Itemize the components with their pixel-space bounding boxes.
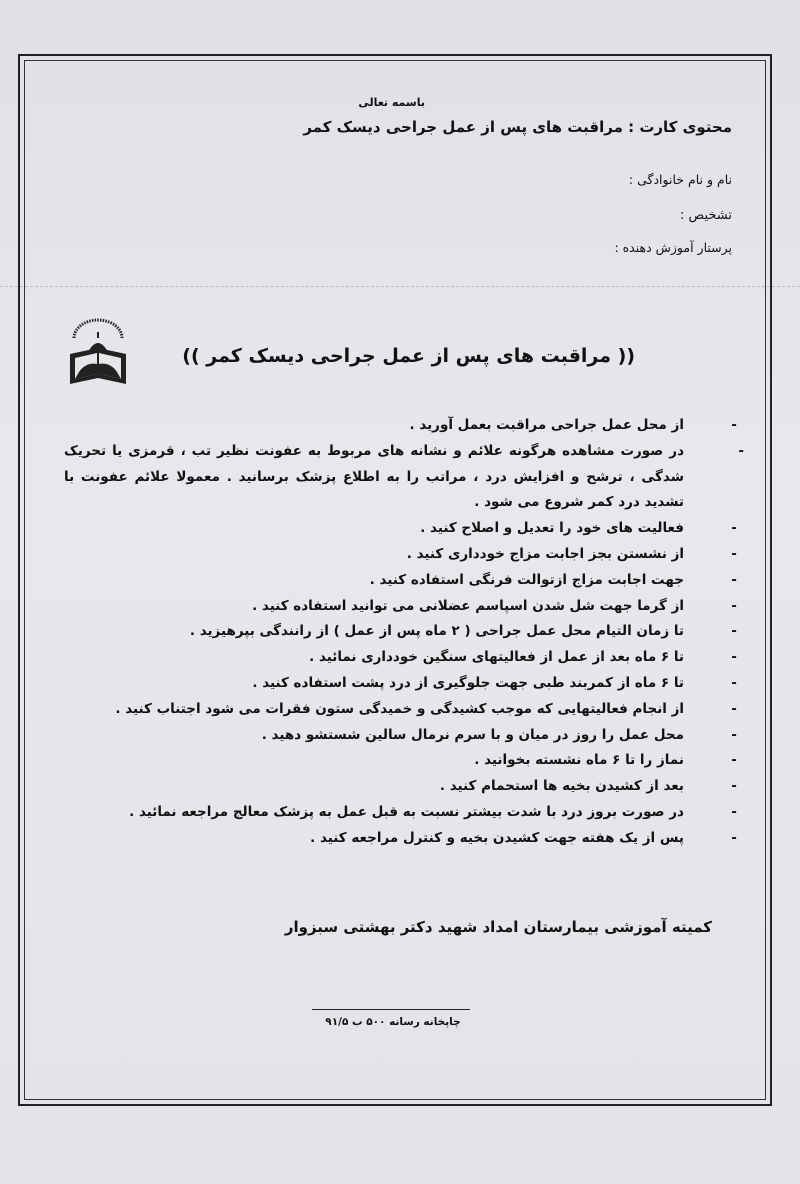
instruction-text: در صورت بروز درد با شدت بیشتر نسبت به قبل عمل به پزشک معالج مراجعه نمائید . xyxy=(129,803,684,820)
list-marker: - xyxy=(731,829,737,846)
instruction-text: بعد از کشیدن بخیه ها استحمام کنید . xyxy=(439,778,684,795)
list-marker: - xyxy=(731,726,737,743)
list-marker: - xyxy=(731,571,737,588)
instruction-text: از انجام فعالیتهایی که موجب کشیدگی و خمیدگی ستون فقرات می شود اجتناب کنید . xyxy=(115,700,684,717)
list-item xyxy=(64,645,744,671)
instruction-text: از نشستن بجز اجابت مزاج خودداری کنید . xyxy=(406,545,684,562)
list-marker: - xyxy=(731,700,737,717)
list-marker: - xyxy=(731,597,737,614)
instruction-text: نماز را تا ۶ ماه نشسته بخوانید . xyxy=(474,752,684,769)
instruction-text: از محل عمل جراحی مراقبت بعمل آورید . xyxy=(409,417,684,433)
list-marker: - xyxy=(731,520,737,537)
instruction-text: در صورت مشاهده هرگونه علائم و نشانه های مربوط به عفونت نظیر تب ، قرمزی یا تحریک شدگی ، ترشح و افزایش درد ، مراتب را به اطلاع پزشک برسانید . معمولا علائم عفونت با تشدید درد کمر شروع می شود . xyxy=(64,442,684,511)
list-item xyxy=(64,568,744,594)
list-item xyxy=(64,774,744,800)
list-item xyxy=(64,723,744,749)
instructions-list xyxy=(64,413,744,852)
list-marker: - xyxy=(731,649,737,666)
list-marker: - xyxy=(731,778,737,795)
committee-signature: کمیته آموزشی بیمارستان امداد شهید دکتر بهشتی سبزوار xyxy=(284,918,712,936)
list-item xyxy=(64,748,744,774)
list-item xyxy=(64,413,744,439)
instruction-text: تا ۶ ماه از کمربند طبی جهت جلوگیری از درد پشت استفاده کنید . xyxy=(252,674,684,691)
instruction-text: فعالیت های خود را تعدیل و اصلاح کنید . xyxy=(420,520,684,537)
list-item xyxy=(64,671,744,697)
instruction-text: محل عمل را روز در میان و با سرم نرمال سالین شستشو دهید . xyxy=(261,726,684,743)
list-marker: - xyxy=(738,442,744,459)
list-marker: - xyxy=(731,545,737,562)
basmala: باسمه تعالی xyxy=(358,96,425,109)
main-title: (( مراقبت های پس از عمل جراحی دیسک کمر )) xyxy=(182,345,635,367)
list-item xyxy=(64,826,744,852)
list-item xyxy=(64,439,744,516)
list-item xyxy=(64,542,744,568)
list-marker: - xyxy=(731,752,737,769)
list-marker: - xyxy=(731,803,737,820)
list-item xyxy=(64,697,744,723)
instruction-text: تا زمان التیام محل عمل جراحی ( ۲ ماه پس از عمل ) از رانندگی بپرهیزید . xyxy=(189,623,684,640)
instruction-text: جهت اجابت مزاج ازتوالت فرنگی استفاده کنید . xyxy=(369,571,684,588)
card-title: محتوی کارت : مراقبت های پس از عمل جراحی دیسک کمر xyxy=(303,118,732,136)
list-item xyxy=(64,800,744,826)
diagnosis-field-label: تشخیص : xyxy=(680,208,732,223)
print-info: چاپخانه رسانه ۵۰۰ ب ۹۱/۵ xyxy=(325,1016,461,1028)
name-field-label: نام و نام خانوادگی : xyxy=(628,172,732,187)
book-dome-emblem-icon xyxy=(66,318,130,390)
instruction-text: از گرما جهت شل شدن اسپاسم عضلانی می توانید استفاده کنید . xyxy=(252,597,684,614)
list-item xyxy=(64,516,744,542)
nurse-field-label: پرستار آموزش دهنده : xyxy=(614,240,732,255)
list-item xyxy=(64,619,744,645)
print-divider xyxy=(312,1009,470,1010)
instruction-text: پس از یک هفته جهت کشیدن بخیه و کنترل مراجعه کنید . xyxy=(310,829,684,846)
list-marker: - xyxy=(731,417,737,433)
instruction-text: تا ۶ ماه بعد از عمل از فعالیتهای سنگین خودداری نمائید . xyxy=(309,649,684,666)
list-marker: - xyxy=(731,674,737,691)
list-marker: - xyxy=(731,623,737,640)
list-item xyxy=(64,594,744,620)
